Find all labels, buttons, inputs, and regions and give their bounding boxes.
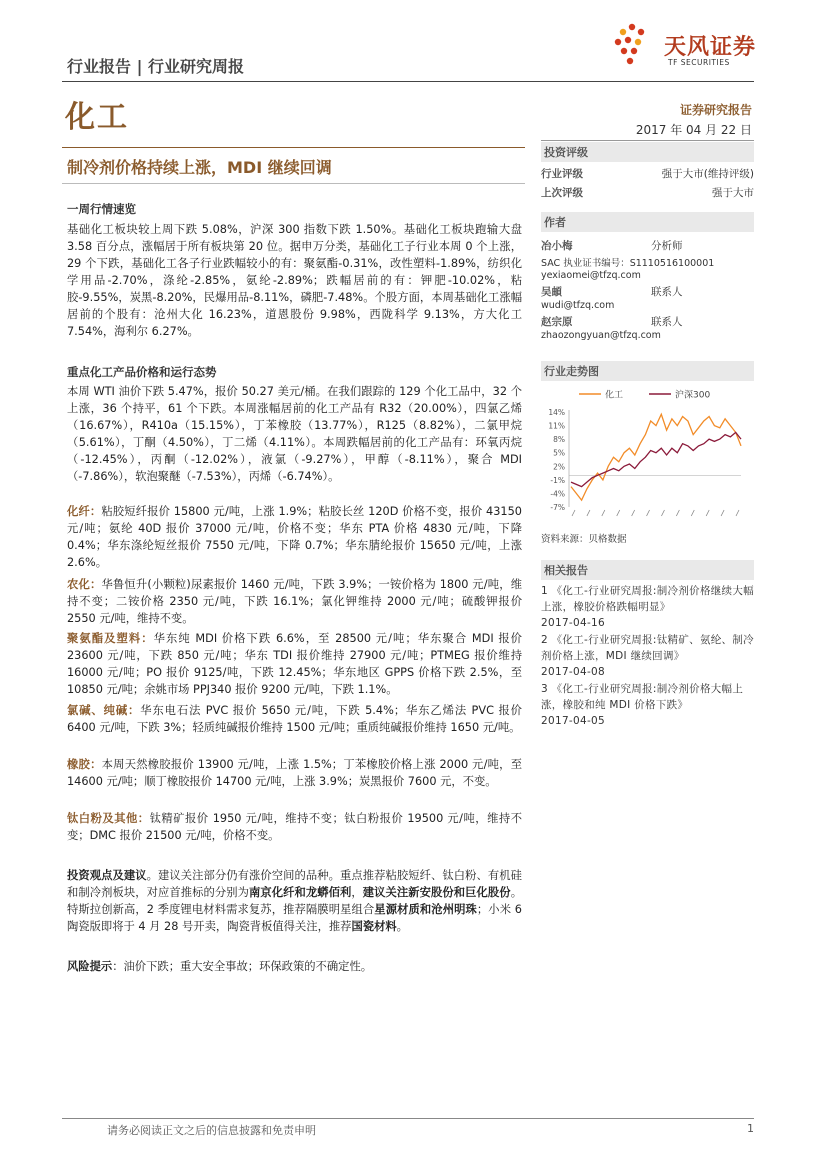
x-tick-mark xyxy=(691,510,694,516)
report-type: 证券研究报告 xyxy=(679,103,752,117)
y-tick-label: 8% xyxy=(553,435,565,445)
report-category: 行业报告 | 行业研究周报 xyxy=(67,57,244,76)
risk-paragraph xyxy=(67,958,522,975)
x-tick-mark xyxy=(647,510,650,516)
x-tick-mark xyxy=(602,510,605,516)
advice-text: 。 xyxy=(396,920,408,933)
legend-label: 化工 xyxy=(605,390,624,401)
product-item xyxy=(67,630,522,698)
author-email[interactable]: zhaozongyuan@tfzq.com xyxy=(541,330,661,341)
risk-text: ：油价下跌；重大安全事故；环保政策的不确定性。 xyxy=(112,960,373,973)
product-item-text: 华鲁恒升(小颗粒)尿素报价 1460 元/吨，下跌 3.9%；一铵价格为 1800 元/吨，维持不变；二铵价格 2350 元/吨，下跌 16.1%；氯化钾维持 2000 元/吨；硫酸钾报价 2550 元/吨，维持不变。 xyxy=(67,578,522,625)
author-cert: SAC 执业证书编号：S1110516100001 xyxy=(541,258,715,269)
x-tick-mark xyxy=(706,510,709,516)
y-tick-label: 11% xyxy=(548,421,565,431)
x-tick-mark xyxy=(572,510,575,516)
report-date: 2017 年 04 月 22 日 xyxy=(635,123,752,137)
related-heading: 相关报告 xyxy=(541,560,754,580)
headline-divider xyxy=(62,183,525,184)
product-item-label: 聚氨酯及塑料： xyxy=(67,632,154,645)
related-report-title[interactable]: 2 《化工-行业研究周报:钛精矿、氨纶、制冷剂价格上涨，MDI 继续回调》 xyxy=(541,634,754,662)
x-tick-mark xyxy=(736,510,739,516)
x-tick-mark xyxy=(632,510,635,516)
author-name: 赵宗原 xyxy=(541,316,573,328)
industry-trend-chart xyxy=(541,382,754,530)
related-reports-block xyxy=(541,560,754,729)
x-tick-mark xyxy=(676,510,679,516)
author-role: 分析师 xyxy=(651,240,683,252)
section-heading-market: 一周行情速览 xyxy=(67,202,136,216)
advice-text: 。建议关注部分仍有涨价空间的品种。重点推荐粘胶短纤、钛白粉、有机硅和制冷剂板块，对应首推标的分别为 xyxy=(67,869,522,899)
product-item-text: 华东纯 MDI 价格下跌 6.6%，至 28500 元/吨；华东聚合 MDI 报价 23600 元/吨，下跌 850 元/吨；华东 TDI 报价维持 27900 元/吨；PTMEG 报价维持 16000 元/吨；PO 报价 9125/吨，下跌 12.45%；华东地区 GPPS 价格下跌 2.5%，至 10850 元/吨；余姚市场 PPJ340 报价 9200 元/吨，下跌 1.1%。 xyxy=(67,632,522,696)
sidebar-divider xyxy=(541,140,754,141)
x-tick-mark xyxy=(617,510,620,516)
headline: 制冷剂价格持续上涨，MDI 继续回调 xyxy=(67,158,332,177)
trend-block xyxy=(541,361,754,381)
product-item-label: 化纤： xyxy=(67,505,102,518)
market-overview-paragraph: 基础化工板块较上周下跌 5.08%，沪深 300 指数下跌 1.50%。基础化工板块跑输大盘 3.58 百分点，涨幅居于所有板块第 20 位。据申万分类，基础化工子行业本周 0 个上涨，29 个下跌，基础化工各子行业跌幅较小的有：聚氨酯-0.31%，改性塑料-1.89%，纺织化学用品-2.70%，涤纶-2.85%，氨纶-2.89%；跌幅居前的有：钾肥-10.02%，粘胶-9.55%，炭黑-8.20%，民爆用品-8.11%，磷肥-7.48%。个股方面，本周基础化工涨幅居前的个股有：沧州大化 16.23%，道恩股份 9.98%，西陇科学 9.13%，方大化工 7.54%，海利尔 6.27%。 xyxy=(67,223,522,338)
page-number: 1 xyxy=(747,1122,754,1135)
title-divider xyxy=(62,147,525,148)
series-line xyxy=(571,432,741,486)
related-report-title[interactable]: 1 《化工-行业研究周报:制冷剂价格继续大幅上涨，橡胶价格跌幅明显》 xyxy=(541,585,754,613)
product-item-text: 钛精矿报价 1950 元/吨，维持不变；钛白粉报价 19500 元/吨，维持不变；DMC 报价 21500 元/吨，价格不变。 xyxy=(67,812,522,842)
advice-label: 投资观点及建议 xyxy=(67,869,147,882)
products-intro-paragraph: 本周 WTI 油价下跌 5.47%，报价 50.27 美元/桶。在我们跟踪的 129 个化工品中，32 个上涨，36 个持平，61 个下跌。本周涨幅居前的化工产品有 R32（20.00%），四氯乙烯（16.67%），R410a（15.15%），丁苯橡胶（13.77%），R125（8.82%），二氯甲烷（5.61%），丁酮（4.50%），丁二烯（4.11%）。本周跌幅居前的化工产品有：环氧丙烷（-12.45%），丙酮（-12.02%），液氯（-9.27%），甲醇（-8.11%），聚合 MDI（-7.86%），软泡聚醚（-7.53%），丙烯（-6.74%）。 xyxy=(67,385,522,483)
product-item xyxy=(67,503,522,571)
trend-heading: 行业走势图 xyxy=(541,361,754,381)
series-line xyxy=(571,414,741,500)
product-item xyxy=(67,810,522,844)
last-rating-label: 上次评级 xyxy=(541,187,583,199)
legend-label: 沪深300 xyxy=(675,390,711,401)
advice-highlight: 星源材质和沧州明珠 xyxy=(374,903,477,916)
risk-label: 风险提示 xyxy=(67,960,113,973)
industry-title: 化工 xyxy=(65,100,129,135)
logo-text-cn: 天风证券 xyxy=(664,35,757,60)
advice-highlight: 南京化纤和龙蟒佰利 xyxy=(249,886,352,899)
related-report-title[interactable]: 3 《化工-行业研究周报:制冷剂价格大幅上涨，橡胶和纯 MDI 价格下跌》 xyxy=(541,683,744,711)
related-report-date: 2017-04-05 xyxy=(541,715,606,727)
related-report-item[interactable] xyxy=(541,681,754,729)
investment-advice-paragraph xyxy=(67,867,522,935)
product-item xyxy=(67,702,522,736)
chart-source: 资料来源：贝格数据 xyxy=(541,534,627,545)
y-tick-label: -4% xyxy=(550,489,565,499)
product-item-label: 钛白粉及其他： xyxy=(67,812,150,825)
header-divider xyxy=(62,81,754,82)
advice-highlight: 建议关注新安股份和巨化股份 xyxy=(362,886,511,899)
y-tick-label: 14% xyxy=(548,408,565,417)
related-report-date: 2017-04-08 xyxy=(541,666,606,678)
section-heading-products: 重点化工产品价格和运行态势 xyxy=(67,365,217,379)
industry-rating-value: 强于大市(维持评级) xyxy=(661,168,754,180)
authors-heading: 作者 xyxy=(541,212,754,232)
author-role: 联系人 xyxy=(651,286,683,298)
advice-text: ；小米 6 陶瓷版即将于 4 月 28 号开卖，陶瓷背板值得关注，推荐 xyxy=(67,903,522,933)
y-tick-label: 2% xyxy=(553,462,565,472)
author-name: 吴頔 xyxy=(541,286,562,298)
advice-text: 。特斯拉创新高，2 季度锂电材料需求复苏，推荐隔膜明星组合 xyxy=(67,886,522,916)
x-tick-mark xyxy=(587,510,590,516)
related-report-item[interactable] xyxy=(541,583,754,631)
y-tick-label: -1% xyxy=(550,475,565,485)
rating-heading: 投资评级 xyxy=(541,142,754,162)
product-item-text: 粘胶短纤报价 15800 元/吨，上涨 1.9%；粘胶长丝 120D 价格不变，报价 43150 元/吨；氨纶 40D 报价 37000 元/吨，价格不变；华东 PTA 价格 4830 元/吨，下降 0.4%；华东涤纶短丝报价 7550 元/吨，下降 0.7%；华东腈纶报价 15650 元/吨，上涨 2.6%。 xyxy=(67,505,522,569)
product-item-label: 氯碱、纯碱： xyxy=(67,704,141,717)
logo-text-en: TF SECURITIES xyxy=(668,58,730,67)
last-rating-value: 强于大市 xyxy=(712,187,754,199)
advice-highlight: 国瓷材料 xyxy=(351,920,397,933)
x-tick-mark xyxy=(721,510,724,516)
product-item-label: 农化： xyxy=(67,578,102,591)
authors-block xyxy=(541,212,754,341)
y-tick-label: 5% xyxy=(553,448,565,458)
related-report-date: 2017-04-16 xyxy=(541,617,606,629)
advice-text: ， xyxy=(351,886,363,899)
author-name: 冶小梅 xyxy=(541,240,573,252)
author-email[interactable]: yexiaomei@tfzq.com xyxy=(541,270,641,281)
x-tick-mark xyxy=(661,510,664,516)
product-item xyxy=(67,576,522,627)
author-role: 联系人 xyxy=(651,316,683,328)
y-tick-label: -7% xyxy=(550,503,565,512)
product-item-text: 华东电石法 PVC 报价 5650 元/吨，下跌 5.4%；华东乙烯法 PVC 报价 6400 元/吨，下跌 3%；轻质纯碱报价维持 1500 元/吨；重质纯碱报价维持 1650 元/吨。 xyxy=(67,704,522,734)
footer-disclaimer[interactable]: 请务必阅读正文之后的信息披露和免责申明 xyxy=(107,1124,316,1137)
industry-rating-label: 行业评级 xyxy=(541,168,583,180)
product-item-text: 本周天然橡胶报价 13900 元/吨，上涨 1.5%；丁苯橡胶价格上涨 2000 元/吨，至 14600 元/吨；顺丁橡胶报价 14700 元/吨，上涨 3.9%；炭黑报价 7600 元，不变。 xyxy=(67,758,522,788)
related-report-item[interactable] xyxy=(541,632,754,680)
author-email[interactable]: wudi@tfzq.com xyxy=(541,300,615,311)
product-item-label: 橡胶： xyxy=(67,758,102,771)
footer-divider xyxy=(62,1118,754,1119)
rating-block xyxy=(541,142,754,200)
product-item xyxy=(67,756,522,790)
